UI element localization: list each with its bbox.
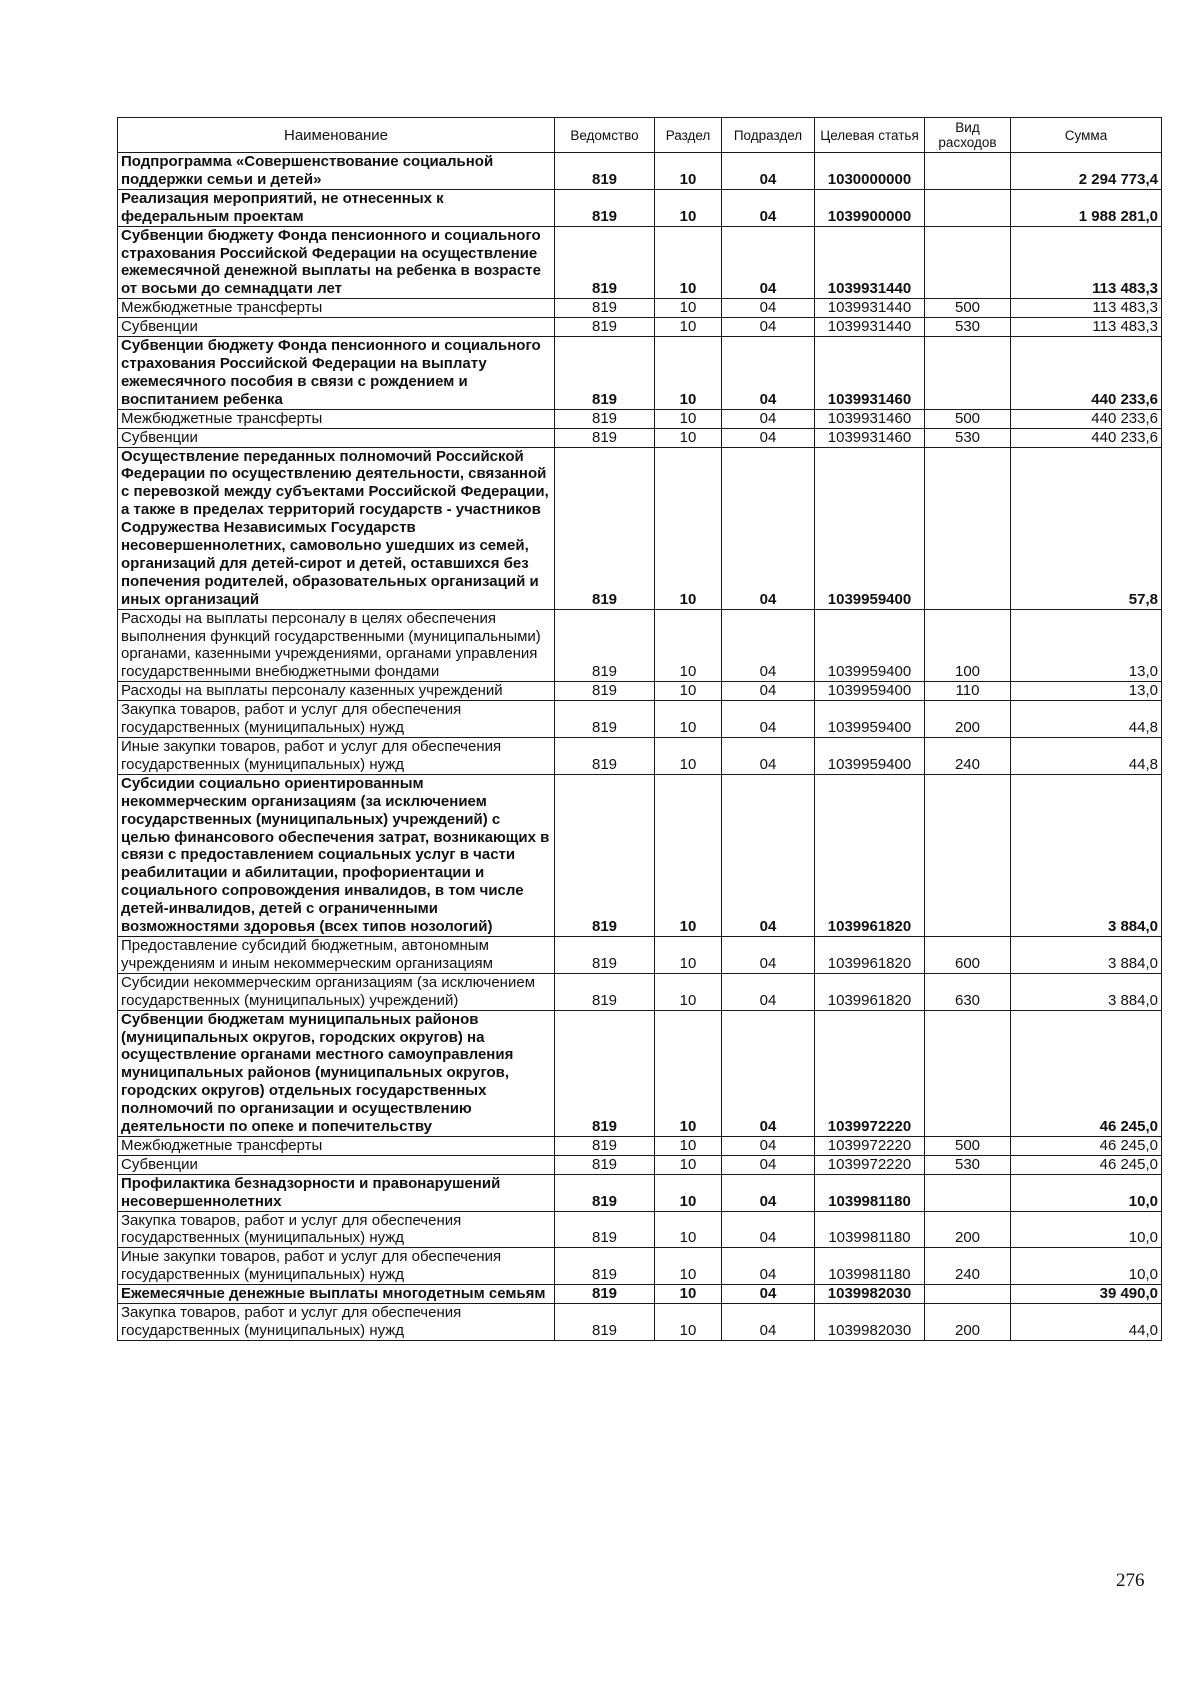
table-row xyxy=(118,226,1162,299)
table-row xyxy=(118,738,1162,775)
row-name: Межбюджетные трансферты xyxy=(118,1136,555,1155)
row-sum: 46 245,0 xyxy=(1011,1136,1162,1155)
table-row xyxy=(118,1155,1162,1174)
table-row xyxy=(118,609,1162,682)
row-section: 10 xyxy=(655,447,722,609)
row-target-article: 1039961820 xyxy=(815,936,925,973)
row-expense-type: 530 xyxy=(925,318,1011,337)
row-sum: 113 483,3 xyxy=(1011,318,1162,337)
table-body xyxy=(118,153,1162,1341)
row-name: Закупка товаров, работ и услуг для обеспечения государственных (муниципальных) нужд xyxy=(118,701,555,738)
row-department: 819 xyxy=(555,609,655,682)
row-department: 819 xyxy=(555,189,655,226)
row-expense-type: 530 xyxy=(925,428,1011,447)
row-department: 819 xyxy=(555,337,655,410)
header-row xyxy=(118,118,1162,153)
row-target-article: 1039931460 xyxy=(815,409,925,428)
row-section: 10 xyxy=(655,1136,722,1155)
row-subsection: 04 xyxy=(722,682,815,701)
row-target-article: 1039961820 xyxy=(815,774,925,936)
row-sum: 39 490,0 xyxy=(1011,1285,1162,1304)
table-row xyxy=(118,299,1162,318)
row-target-article: 1039900000 xyxy=(815,189,925,226)
row-department: 819 xyxy=(555,1155,655,1174)
header-subsection: Подраздел xyxy=(722,118,815,153)
row-expense-type xyxy=(925,337,1011,410)
row-expense-type: 600 xyxy=(925,936,1011,973)
row-section: 10 xyxy=(655,409,722,428)
header-sum: Сумма xyxy=(1011,118,1162,153)
row-target-article: 1039959400 xyxy=(815,682,925,701)
table-row xyxy=(118,1136,1162,1155)
row-department: 819 xyxy=(555,153,655,190)
row-target-article: 1039961820 xyxy=(815,973,925,1010)
row-name: Субвенции xyxy=(118,318,555,337)
table-row xyxy=(118,774,1162,936)
row-section: 10 xyxy=(655,936,722,973)
row-subsection: 04 xyxy=(722,1211,815,1248)
row-section: 10 xyxy=(655,682,722,701)
row-name: Иные закупки товаров, работ и услуг для обеспечения государственных (муниципальных) нужд xyxy=(118,1248,555,1285)
row-subsection: 04 xyxy=(722,1285,815,1304)
row-name: Осуществление переданных полномочий Российской Федерации по осуществлению деятельности, связанной с перевозкой между субъектами Российской Федерации, а также в пределах территорий государств - участников Содружества Независимых Государств несовершеннолетних, самовольно ушедших из семей, организаций для детей-сирот и детей, оставшихся без попечения родителей, образовательных организаций и иных организаций xyxy=(118,447,555,609)
row-sum: 10,0 xyxy=(1011,1211,1162,1248)
row-department: 819 xyxy=(555,936,655,973)
table-row xyxy=(118,1285,1162,1304)
table-row xyxy=(118,318,1162,337)
row-expense-type: 100 xyxy=(925,609,1011,682)
row-department: 819 xyxy=(555,299,655,318)
row-target-article: 1039972220 xyxy=(815,1010,925,1136)
row-target-article: 1039981180 xyxy=(815,1211,925,1248)
row-department: 819 xyxy=(555,738,655,775)
row-section: 10 xyxy=(655,1155,722,1174)
row-section: 10 xyxy=(655,774,722,936)
row-department: 819 xyxy=(555,318,655,337)
row-sum: 3 884,0 xyxy=(1011,973,1162,1010)
row-subsection: 04 xyxy=(722,1136,815,1155)
row-sum: 44,8 xyxy=(1011,738,1162,775)
row-name: Межбюджетные трансферты xyxy=(118,299,555,318)
row-expense-type: 200 xyxy=(925,1211,1011,1248)
row-target-article: 1039959400 xyxy=(815,609,925,682)
row-target-article: 1039931460 xyxy=(815,337,925,410)
row-target-article: 1039931440 xyxy=(815,299,925,318)
row-section: 10 xyxy=(655,299,722,318)
row-department: 819 xyxy=(555,1211,655,1248)
row-expense-type: 500 xyxy=(925,299,1011,318)
row-section: 10 xyxy=(655,1211,722,1248)
row-name: Подпрограмма «Совершенствование социальной поддержки семьи и детей» xyxy=(118,153,555,190)
row-sum: 57,8 xyxy=(1011,447,1162,609)
row-sum: 3 884,0 xyxy=(1011,774,1162,936)
row-expense-type xyxy=(925,153,1011,190)
row-expense-type: 630 xyxy=(925,973,1011,1010)
row-name: Профилактика безнадзорности и правонарушений несовершеннолетних xyxy=(118,1174,555,1211)
row-section: 10 xyxy=(655,1285,722,1304)
row-section: 10 xyxy=(655,318,722,337)
row-subsection: 04 xyxy=(722,318,815,337)
header-department: Ведомство xyxy=(555,118,655,153)
row-subsection: 04 xyxy=(722,1304,815,1341)
row-name: Субвенции xyxy=(118,1155,555,1174)
row-section: 10 xyxy=(655,428,722,447)
table-row xyxy=(118,447,1162,609)
row-subsection: 04 xyxy=(722,299,815,318)
row-sum: 10,0 xyxy=(1011,1248,1162,1285)
row-sum: 3 884,0 xyxy=(1011,936,1162,973)
row-expense-type xyxy=(925,189,1011,226)
table-row xyxy=(118,409,1162,428)
row-target-article: 1039931440 xyxy=(815,226,925,299)
row-name: Субвенции бюджетам муниципальных районов (муниципальных округов, городских округов) на осуществление органами местного самоуправления муниципальных районов (муниципальных округов, городских округов) отдельных государственных полномочий по организации и осуществлению деятельности по опеке и попечительству xyxy=(118,1010,555,1136)
row-section: 10 xyxy=(655,973,722,1010)
table-row xyxy=(118,189,1162,226)
row-name: Субсидии некоммерческим организациям (за исключением государственных (муниципальных) учреждений) xyxy=(118,973,555,1010)
row-sum: 13,0 xyxy=(1011,609,1162,682)
row-sum: 440 233,6 xyxy=(1011,428,1162,447)
row-expense-type xyxy=(925,1174,1011,1211)
row-target-article: 1039931460 xyxy=(815,428,925,447)
page-number: 276 xyxy=(1116,1570,1145,1591)
row-section: 10 xyxy=(655,609,722,682)
row-subsection: 04 xyxy=(722,1174,815,1211)
row-target-article: 1039982030 xyxy=(815,1304,925,1341)
row-subsection: 04 xyxy=(722,609,815,682)
row-department: 819 xyxy=(555,447,655,609)
row-name: Субвенции бюджету Фонда пенсионного и социального страхования Российской Федерации на выплату ежемесячного пособия в связи с рождением и воспитанием ребенка xyxy=(118,337,555,410)
table-row xyxy=(118,337,1162,410)
row-department: 819 xyxy=(555,226,655,299)
row-department: 819 xyxy=(555,1010,655,1136)
row-target-article: 1039972220 xyxy=(815,1155,925,1174)
row-target-article: 1039959400 xyxy=(815,447,925,609)
row-subsection: 04 xyxy=(722,153,815,190)
row-expense-type: 200 xyxy=(925,1304,1011,1341)
table-row xyxy=(118,1304,1162,1341)
row-department: 819 xyxy=(555,774,655,936)
table-row xyxy=(118,1010,1162,1136)
row-target-article: 1030000000 xyxy=(815,153,925,190)
row-subsection: 04 xyxy=(722,1248,815,1285)
row-name: Расходы на выплаты персоналу казенных учреждений xyxy=(118,682,555,701)
row-name: Субвенции xyxy=(118,428,555,447)
row-sum: 440 233,6 xyxy=(1011,337,1162,410)
row-sum: 44,0 xyxy=(1011,1304,1162,1341)
row-subsection: 04 xyxy=(722,409,815,428)
row-target-article: 1039981180 xyxy=(815,1248,925,1285)
row-name: Предоставление субсидий бюджетным, автономным учреждениям и иным некоммерческим организациям xyxy=(118,936,555,973)
row-sum: 113 483,3 xyxy=(1011,226,1162,299)
row-department: 819 xyxy=(555,1136,655,1155)
row-subsection: 04 xyxy=(722,1010,815,1136)
row-expense-type xyxy=(925,1285,1011,1304)
row-sum: 46 245,0 xyxy=(1011,1155,1162,1174)
row-name: Межбюджетные трансферты xyxy=(118,409,555,428)
row-subsection: 04 xyxy=(722,226,815,299)
row-department: 819 xyxy=(555,409,655,428)
row-department: 819 xyxy=(555,1285,655,1304)
header-target-article: Целевая статья xyxy=(815,118,925,153)
row-subsection: 04 xyxy=(722,189,815,226)
table-row xyxy=(118,973,1162,1010)
row-section: 10 xyxy=(655,337,722,410)
row-department: 819 xyxy=(555,682,655,701)
row-department: 819 xyxy=(555,1174,655,1211)
row-target-article: 1039981180 xyxy=(815,1174,925,1211)
row-expense-type xyxy=(925,226,1011,299)
row-name: Субсидии социально ориентированным некоммерческим организациям (за исключением государственных (муниципальных) учреждений) с целью финансового обеспечения затрат, возникающих в связи с предоставлением социальных услуг в части реабилитации и абилитации, профориентации и социального сопровождения инвалидов, в том числе детей-инвалидов, детей с ограниченными возможностями здоровья (всех типов нозологий) xyxy=(118,774,555,936)
row-subsection: 04 xyxy=(722,428,815,447)
row-subsection: 04 xyxy=(722,936,815,973)
row-expense-type: 110 xyxy=(925,682,1011,701)
row-section: 10 xyxy=(655,189,722,226)
table-row xyxy=(118,682,1162,701)
row-name: Субвенции бюджету Фонда пенсионного и социального страхования Российской Федерации на осуществление ежемесячной денежной выплаты на ребенка в возрасте от восьми до семнадцати лет xyxy=(118,226,555,299)
row-department: 819 xyxy=(555,1248,655,1285)
row-name: Закупка товаров, работ и услуг для обеспечения государственных (муниципальных) нужд xyxy=(118,1211,555,1248)
row-expense-type: 500 xyxy=(925,409,1011,428)
row-sum: 440 233,6 xyxy=(1011,409,1162,428)
row-sum: 113 483,3 xyxy=(1011,299,1162,318)
row-section: 10 xyxy=(655,153,722,190)
row-target-article: 1039959400 xyxy=(815,701,925,738)
row-expense-type: 240 xyxy=(925,1248,1011,1285)
row-target-article: 1039931440 xyxy=(815,318,925,337)
row-sum: 13,0 xyxy=(1011,682,1162,701)
row-expense-type xyxy=(925,1010,1011,1136)
row-expense-type: 530 xyxy=(925,1155,1011,1174)
row-department: 819 xyxy=(555,701,655,738)
row-sum: 44,8 xyxy=(1011,701,1162,738)
row-department: 819 xyxy=(555,1304,655,1341)
header-name: Наименование xyxy=(118,118,555,153)
row-subsection: 04 xyxy=(722,738,815,775)
row-name: Иные закупки товаров, работ и услуг для обеспечения государственных (муниципальных) нужд xyxy=(118,738,555,775)
row-target-article: 1039972220 xyxy=(815,1136,925,1155)
row-section: 10 xyxy=(655,1174,722,1211)
row-expense-type: 200 xyxy=(925,701,1011,738)
row-department: 819 xyxy=(555,428,655,447)
table-row xyxy=(118,936,1162,973)
row-expense-type: 240 xyxy=(925,738,1011,775)
table-row xyxy=(118,1211,1162,1248)
table-row xyxy=(118,428,1162,447)
row-name: Расходы на выплаты персоналу в целях обеспечения выполнения функций государственными (муниципальными) органами, казенными учреждениями, органами управления государственными внебюджетными фондами xyxy=(118,609,555,682)
row-name: Закупка товаров, работ и услуг для обеспечения государственных (муниципальных) нужд xyxy=(118,1304,555,1341)
row-target-article: 1039982030 xyxy=(815,1285,925,1304)
table-row xyxy=(118,701,1162,738)
row-subsection: 04 xyxy=(722,337,815,410)
budget-table xyxy=(117,117,1162,1341)
row-sum: 1 988 281,0 xyxy=(1011,189,1162,226)
table-row xyxy=(118,1248,1162,1285)
table-row xyxy=(118,153,1162,190)
table-row xyxy=(118,1174,1162,1211)
row-section: 10 xyxy=(655,1010,722,1136)
row-sum: 10,0 xyxy=(1011,1174,1162,1211)
row-subsection: 04 xyxy=(722,774,815,936)
header-expense-type: Вид расходов xyxy=(925,118,1011,153)
row-subsection: 04 xyxy=(722,1155,815,1174)
row-expense-type xyxy=(925,774,1011,936)
row-subsection: 04 xyxy=(722,447,815,609)
row-department: 819 xyxy=(555,973,655,1010)
row-expense-type: 500 xyxy=(925,1136,1011,1155)
row-name: Реализация мероприятий, не отнесенных к федеральным проектам xyxy=(118,189,555,226)
row-target-article: 1039959400 xyxy=(815,738,925,775)
row-section: 10 xyxy=(655,1248,722,1285)
row-section: 10 xyxy=(655,738,722,775)
row-section: 10 xyxy=(655,1304,722,1341)
row-subsection: 04 xyxy=(722,701,815,738)
row-sum: 46 245,0 xyxy=(1011,1010,1162,1136)
row-section: 10 xyxy=(655,226,722,299)
row-section: 10 xyxy=(655,701,722,738)
row-expense-type xyxy=(925,447,1011,609)
row-subsection: 04 xyxy=(722,973,815,1010)
row-sum: 2 294 773,4 xyxy=(1011,153,1162,190)
row-name: Ежемесячные денежные выплаты многодетным семьям xyxy=(118,1285,555,1304)
header-section: Раздел xyxy=(655,118,722,153)
